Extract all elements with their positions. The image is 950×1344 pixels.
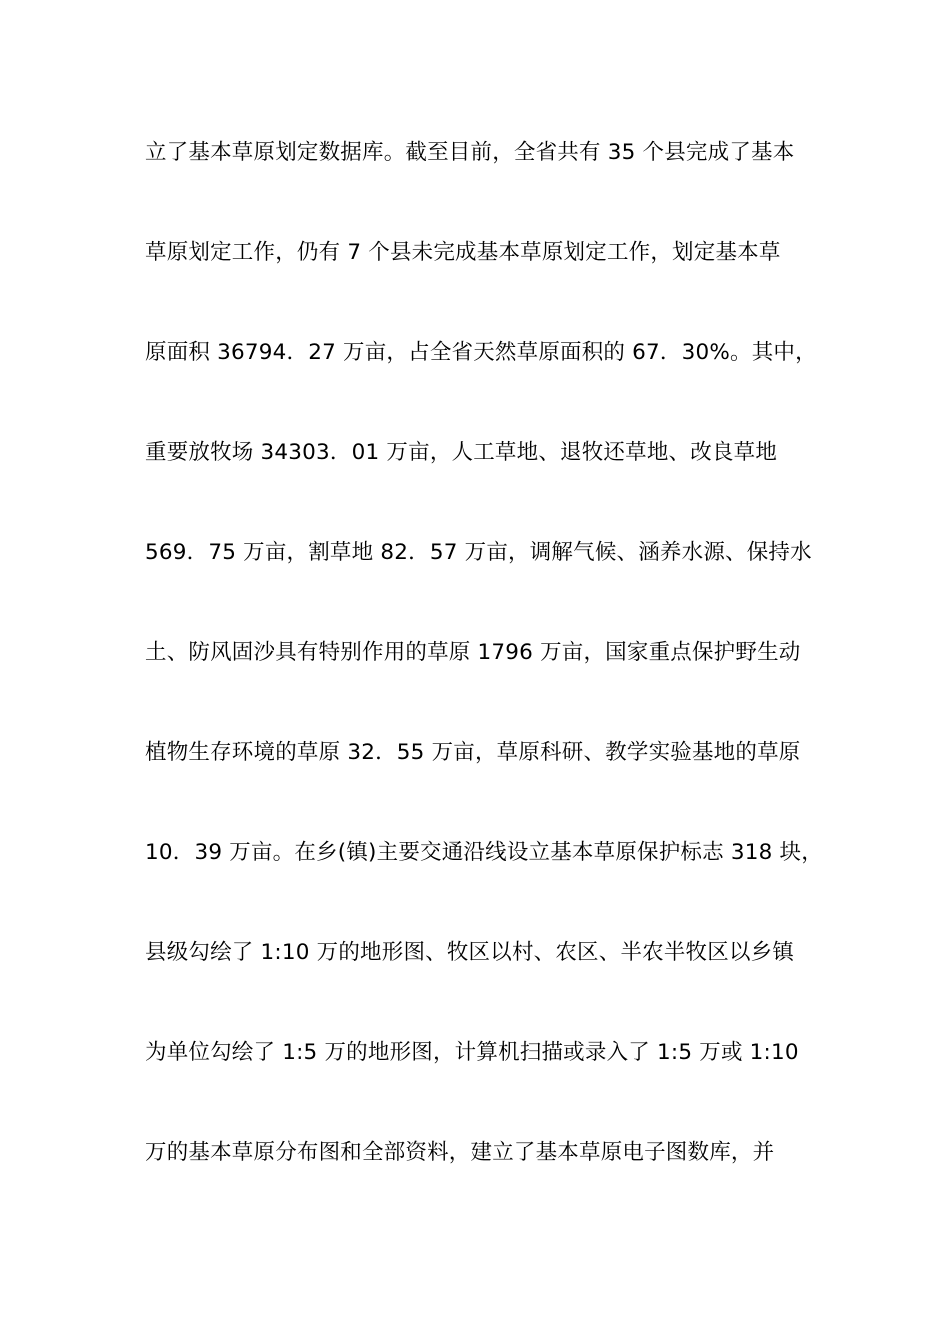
text-line: 土、防风固沙具有特别作用的草原 1796 万亩，国家重点保护野生动 xyxy=(145,640,801,665)
text-line: 重要放牧场 34303．01 万亩，人工草地、退牧还草地、改良草地 xyxy=(145,440,778,465)
text-line: 原面积 36794．27 万亩，占全省天然草原面积的 67．30%。其中， xyxy=(145,340,817,365)
text-line: 草原划定工作，仍有 7 个县未完成基本草原划定工作，划定基本草 xyxy=(145,240,781,265)
text-line: 植物生存环境的草原 32．55 万亩，草原科研、教学实验基地的草原 xyxy=(145,740,801,765)
body-paragraph xyxy=(145,130,825,1230)
text-line: 立了基本草原划定数据库。截至目前，全省共有 35 个县完成了基本 xyxy=(145,140,795,165)
text-line: 为单位勾绘了 1:5 万的地形图，计算机扫描或录入了 1:5 万或 1:10 xyxy=(145,1040,799,1065)
text-line: 10．39 万亩。在乡(镇)主要交通沿线设立基本草原保护标志 318 块， xyxy=(145,840,823,865)
text-line: 县级勾绘了 1:10 万的地形图、牧区以村、农区、半农半牧区以乡镇 xyxy=(145,940,795,965)
text-line: 569．75 万亩，割草地 82．57 万亩，调解气候、涵养水源、保持水 xyxy=(145,540,812,565)
text-line: 万的基本草原分布图和全部资料，建立了基本草原电子图数库，并 xyxy=(145,1140,775,1165)
